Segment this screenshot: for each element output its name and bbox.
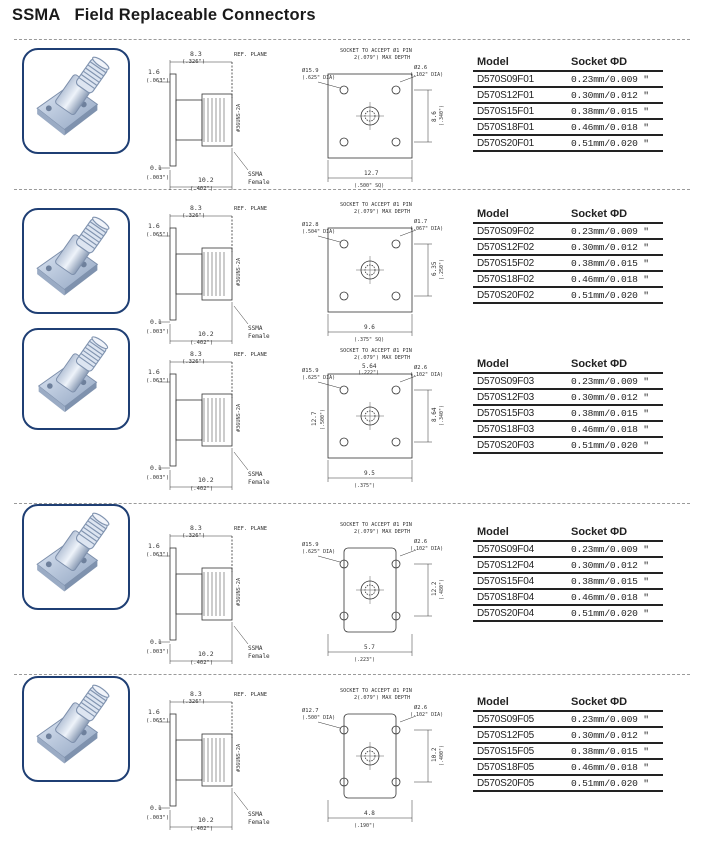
spec-row bbox=[473, 239, 663, 255]
dim-hole-spacing-inch: (.340") bbox=[439, 104, 445, 126]
side-view-drawing bbox=[140, 516, 290, 666]
section-divider bbox=[14, 674, 690, 675]
connector-illustration bbox=[24, 330, 128, 428]
dim-gap-inch: (.003") bbox=[146, 175, 170, 181]
ssma-label: SSMA bbox=[248, 811, 263, 818]
model-number: D570S12F01 bbox=[473, 87, 567, 103]
socket-note-1: SOCKET TO ACCEPT Ø1 PIN bbox=[340, 202, 412, 208]
connector-illustration bbox=[24, 210, 128, 312]
socket-diameter: 0.23mm/0.009 " bbox=[567, 71, 663, 87]
section-divider bbox=[14, 39, 690, 40]
spec-row bbox=[473, 541, 663, 557]
spec-row bbox=[473, 71, 663, 87]
dim-hole-dia-inch: (.102" DIA) bbox=[410, 372, 444, 378]
dim-length: 8.3 bbox=[190, 690, 202, 698]
dim-hole-spacing-inch: (.400") bbox=[439, 744, 445, 766]
dim-hole-spacing-inch: (.250") bbox=[439, 258, 445, 280]
socket-diameter: 0.30mm/0.012 " bbox=[567, 557, 663, 573]
dim-mount-dia-inch: (.625" DIA) bbox=[302, 75, 336, 81]
front-view-drawing bbox=[300, 682, 450, 832]
dim-length-inch: (.326") bbox=[182, 359, 206, 365]
dim-overall: 10.2 bbox=[198, 176, 214, 184]
dim-gap-inch: (.003") bbox=[146, 815, 170, 821]
dim-hole-dia-inch: (.067" DIA) bbox=[410, 226, 444, 232]
dim-hole-dia: Ø2.6 bbox=[414, 365, 428, 371]
dim-hole-dia: Ø2.6 bbox=[414, 705, 428, 711]
model-number: D570S12F05 bbox=[473, 727, 567, 743]
socket-note-2: 2(.079") MAX DEPTH bbox=[354, 209, 411, 215]
spec-row bbox=[473, 573, 663, 589]
socket-note-2: 2(.079") MAX DEPTH bbox=[354, 355, 411, 361]
dim-width: 9.6 bbox=[364, 324, 375, 331]
dim-flange-inch: (.065") bbox=[146, 232, 170, 238]
dim-mount-dia-inch: (.625" DIA) bbox=[302, 549, 336, 555]
ssma-label: SSMA bbox=[248, 471, 263, 478]
dim-hole-dia: Ø2.6 bbox=[414, 65, 428, 71]
socket-diameter: 0.51mm/0.020 " bbox=[567, 437, 663, 453]
spec-row bbox=[473, 103, 663, 119]
spec-row bbox=[473, 711, 663, 727]
dim-height-inch: (.500") bbox=[320, 408, 326, 430]
socket-diameter: 0.23mm/0.009 " bbox=[567, 711, 663, 727]
spec-row bbox=[473, 255, 663, 271]
page-title-text: Field Replaceable Connectors bbox=[74, 6, 316, 24]
dim-flange-inch: (.065") bbox=[146, 718, 170, 724]
spec-row bbox=[473, 271, 663, 287]
dim-flange: 1.6 bbox=[148, 542, 160, 550]
ref-plane-label: REF. PLANE bbox=[234, 692, 268, 698]
model-number: D570S15F05 bbox=[473, 743, 567, 759]
socket-diameter: 0.30mm/0.012 " bbox=[567, 239, 663, 255]
spec-row bbox=[473, 743, 663, 759]
dim-width: 12.7 bbox=[364, 170, 379, 177]
dim-hole-spacing: 12.2 bbox=[431, 581, 438, 596]
dim-gap-inch: (.003") bbox=[146, 475, 170, 481]
socket-diameter: 0.51mm/0.020 " bbox=[567, 605, 663, 621]
dim-overall-inch: (.402") bbox=[190, 826, 214, 832]
socket-note-2: 2(.079") MAX DEPTH bbox=[354, 55, 411, 61]
connector-photo bbox=[22, 208, 130, 314]
front-view-drawing bbox=[300, 42, 450, 192]
col-socket-header: Socket ΦD bbox=[567, 54, 663, 71]
thread-spec: #36UNS-2A bbox=[236, 257, 242, 286]
front-view-drawing bbox=[300, 342, 450, 492]
spec-table-header bbox=[473, 356, 663, 373]
model-number: D570S15F03 bbox=[473, 405, 567, 421]
col-socket-header: Socket ΦD bbox=[567, 356, 663, 373]
dim-hole-spacing: 10.2 bbox=[431, 747, 438, 762]
socket-diameter: 0.38mm/0.015 " bbox=[567, 743, 663, 759]
model-number: D570S12F02 bbox=[473, 239, 567, 255]
model-number: D570S18F03 bbox=[473, 421, 567, 437]
col-socket-header: Socket ΦD bbox=[567, 206, 663, 223]
dim-flange: 1.6 bbox=[148, 708, 160, 716]
model-number: D570S18F01 bbox=[473, 119, 567, 135]
spec-table-header bbox=[473, 54, 663, 71]
spec-row bbox=[473, 223, 663, 239]
spec-row bbox=[473, 437, 663, 453]
socket-diameter: 0.38mm/0.015 " bbox=[567, 573, 663, 589]
model-number: D570S18F02 bbox=[473, 271, 567, 287]
spec-row bbox=[473, 557, 663, 573]
model-number: D570S20F01 bbox=[473, 135, 567, 151]
dim-flange: 1.6 bbox=[148, 68, 160, 76]
dim-width-inch: (.190") bbox=[354, 823, 376, 829]
dim-gap: 0.1 bbox=[150, 464, 162, 472]
dim-width: 5.7 bbox=[364, 644, 375, 651]
model-number: D570S18F05 bbox=[473, 759, 567, 775]
dim-hole-spacing-inch: (.480") bbox=[439, 578, 445, 600]
spec-table-header bbox=[473, 524, 663, 541]
dim-overall: 10.2 bbox=[198, 650, 214, 658]
dim-hole-dia-inch: (.102" DIA) bbox=[410, 712, 444, 718]
dim-hole-dia: Ø1.7 bbox=[414, 219, 428, 225]
dim-mount-dia: Ø15.9 bbox=[302, 68, 319, 74]
dim-hole-spacing-inch: (.340") bbox=[439, 404, 445, 426]
socket-diameter: 0.51mm/0.020 " bbox=[567, 775, 663, 791]
dim-mount-dia-inch: (.625" DIA) bbox=[302, 375, 336, 381]
dim-flange: 1.6 bbox=[148, 222, 160, 230]
dim-hole-spacing: 8.64 bbox=[431, 407, 438, 422]
socket-diameter: 0.23mm/0.009 " bbox=[567, 541, 663, 557]
ref-plane-label: REF. PLANE bbox=[234, 352, 268, 358]
socket-diameter: 0.46mm/0.018 " bbox=[567, 759, 663, 775]
front-view-drawing bbox=[300, 196, 450, 346]
dim-overall-inch: (.402") bbox=[190, 486, 214, 492]
dim-mount-dia: Ø15.9 bbox=[302, 542, 319, 548]
dim-extra: 5.64 bbox=[362, 363, 377, 370]
dim-overall: 10.2 bbox=[198, 476, 214, 484]
model-number: D570S18F04 bbox=[473, 589, 567, 605]
col-socket-header: Socket ΦD bbox=[567, 524, 663, 541]
dim-hole-dia-inch: (.102" DIA) bbox=[410, 546, 444, 552]
model-number: D570S09F05 bbox=[473, 711, 567, 727]
model-number: D570S09F02 bbox=[473, 223, 567, 239]
spec-table bbox=[473, 694, 663, 792]
ref-plane-label: REF. PLANE bbox=[234, 526, 268, 532]
dim-mount-dia-inch: (.504" DIA) bbox=[302, 229, 336, 235]
model-number: D570S09F03 bbox=[473, 373, 567, 389]
col-model-header: Model bbox=[473, 356, 567, 373]
ssma-label: SSMA bbox=[248, 325, 263, 332]
dim-flange-inch: (.063") bbox=[146, 552, 170, 558]
connector-photo bbox=[22, 504, 130, 610]
dim-length-inch: (.326") bbox=[182, 533, 206, 539]
side-view-drawing bbox=[140, 682, 290, 832]
dim-length: 8.3 bbox=[190, 204, 202, 212]
col-model-header: Model bbox=[473, 54, 567, 71]
dim-width-inch: (.500" SQ) bbox=[354, 183, 385, 189]
female-label: Female bbox=[248, 819, 270, 826]
model-number: D570S12F03 bbox=[473, 389, 567, 405]
spec-row bbox=[473, 421, 663, 437]
socket-note-1: SOCKET TO ACCEPT Ø1 PIN bbox=[340, 48, 412, 54]
socket-note-2: 2(.079") MAX DEPTH bbox=[354, 695, 411, 701]
socket-diameter: 0.30mm/0.012 " bbox=[567, 727, 663, 743]
dim-width-inch: (.375") bbox=[354, 483, 376, 489]
dim-mount-dia: Ø15.9 bbox=[302, 368, 319, 374]
dim-hole-spacing: 8.6 bbox=[431, 111, 438, 122]
socket-note-1: SOCKET TO ACCEPT Ø1 PIN bbox=[340, 688, 412, 694]
dim-height: 12.7 bbox=[311, 411, 318, 426]
dim-hole-dia-inch: (.102" DIA) bbox=[410, 72, 444, 78]
socket-diameter: 0.46mm/0.018 " bbox=[567, 589, 663, 605]
spec-table bbox=[473, 206, 663, 304]
spec-row bbox=[473, 759, 663, 775]
connector-photo bbox=[22, 676, 130, 782]
page-title bbox=[12, 6, 316, 25]
socket-diameter: 0.38mm/0.015 " bbox=[567, 103, 663, 119]
spec-table bbox=[473, 524, 663, 622]
spec-row bbox=[473, 287, 663, 303]
spec-row bbox=[473, 135, 663, 151]
model-number: D570S15F02 bbox=[473, 255, 567, 271]
dim-gap: 0.1 bbox=[150, 804, 162, 812]
dim-mount-dia: Ø12.7 bbox=[302, 708, 319, 714]
socket-note-2: 2(.079") MAX DEPTH bbox=[354, 529, 411, 535]
dim-width-inch: (.375" SQ) bbox=[354, 337, 385, 343]
col-model-header: Model bbox=[473, 206, 567, 223]
spec-row bbox=[473, 373, 663, 389]
spec-table-header bbox=[473, 206, 663, 223]
spec-table bbox=[473, 356, 663, 454]
model-number: D570S12F04 bbox=[473, 557, 567, 573]
model-number: D570S15F01 bbox=[473, 103, 567, 119]
front-view-drawing bbox=[300, 516, 450, 666]
socket-note-1: SOCKET TO ACCEPT Ø1 PIN bbox=[340, 522, 412, 528]
dim-length: 8.3 bbox=[190, 350, 202, 358]
spec-row bbox=[473, 605, 663, 621]
spec-row bbox=[473, 727, 663, 743]
dim-overall-inch: (.402") bbox=[190, 186, 214, 192]
socket-note-1: SOCKET TO ACCEPT Ø1 PIN bbox=[340, 348, 412, 354]
model-number: D570S09F01 bbox=[473, 71, 567, 87]
spec-row bbox=[473, 405, 663, 421]
dim-length-inch: (.326") bbox=[182, 59, 206, 65]
thread-spec: #36UNS-2A bbox=[236, 577, 242, 606]
side-view-drawing bbox=[140, 196, 290, 346]
socket-diameter: 0.51mm/0.020 " bbox=[567, 135, 663, 151]
dim-flange-inch: (.063") bbox=[146, 78, 170, 84]
col-socket-header: Socket ΦD bbox=[567, 694, 663, 711]
socket-diameter: 0.23mm/0.009 " bbox=[567, 223, 663, 239]
socket-diameter: 0.30mm/0.012 " bbox=[567, 87, 663, 103]
ref-plane-label: REF. PLANE bbox=[234, 206, 268, 212]
ssma-label: SSMA bbox=[248, 645, 263, 652]
spec-row bbox=[473, 775, 663, 791]
spec-table bbox=[473, 54, 663, 152]
ref-plane-label: REF. PLANE bbox=[234, 52, 268, 58]
socket-diameter: 0.46mm/0.018 " bbox=[567, 271, 663, 287]
dim-width-inch: (.223") bbox=[354, 657, 376, 663]
dim-gap-inch: (.003") bbox=[146, 649, 170, 655]
model-number: D570S20F03 bbox=[473, 437, 567, 453]
socket-diameter: 0.38mm/0.015 " bbox=[567, 405, 663, 421]
dim-gap-inch: (.003") bbox=[146, 329, 170, 335]
spec-row bbox=[473, 119, 663, 135]
socket-diameter: 0.51mm/0.020 " bbox=[567, 287, 663, 303]
dim-gap: 0.1 bbox=[150, 638, 162, 646]
dim-overall: 10.2 bbox=[198, 816, 214, 824]
female-label: Female bbox=[248, 179, 270, 186]
dim-width: 9.5 bbox=[364, 470, 375, 477]
thread-spec: #36UNS-2A bbox=[236, 403, 242, 432]
dim-gap: 0.1 bbox=[150, 318, 162, 326]
socket-diameter: 0.23mm/0.009 " bbox=[567, 373, 663, 389]
socket-diameter: 0.46mm/0.018 " bbox=[567, 119, 663, 135]
dim-overall-inch: (.402") bbox=[190, 340, 214, 346]
ssma-label: SSMA bbox=[248, 171, 263, 178]
connector-illustration bbox=[24, 50, 128, 152]
socket-diameter: 0.38mm/0.015 " bbox=[567, 255, 663, 271]
connector-photo bbox=[22, 328, 130, 430]
dim-width: 4.8 bbox=[364, 810, 375, 817]
side-view-drawing bbox=[140, 342, 290, 492]
dim-mount-dia-inch: (.500" DIA) bbox=[302, 715, 336, 721]
dim-flange-inch: (.063") bbox=[146, 378, 170, 384]
female-label: Female bbox=[248, 479, 270, 486]
model-number: D570S15F04 bbox=[473, 573, 567, 589]
dim-hole-spacing: 6.35 bbox=[431, 261, 438, 276]
dim-overall-inch: (.402") bbox=[190, 660, 214, 666]
dim-extra-inch: (.222") bbox=[358, 370, 380, 376]
connector-illustration bbox=[24, 506, 128, 608]
col-model-header: Model bbox=[473, 694, 567, 711]
socket-diameter: 0.46mm/0.018 " bbox=[567, 421, 663, 437]
dim-length: 8.3 bbox=[190, 50, 202, 58]
model-number: D570S09F04 bbox=[473, 541, 567, 557]
dim-length-inch: (.326") bbox=[182, 213, 206, 219]
connector-photo bbox=[22, 48, 130, 154]
female-label: Female bbox=[248, 653, 270, 660]
side-view-drawing bbox=[140, 42, 290, 192]
dim-gap: 0.1 bbox=[150, 164, 162, 172]
thread-spec: #36UNS-2A bbox=[236, 743, 242, 772]
connector-illustration bbox=[24, 678, 128, 780]
female-label: Female bbox=[248, 333, 270, 340]
dim-length: 8.3 bbox=[190, 524, 202, 532]
model-number: D570S20F02 bbox=[473, 287, 567, 303]
thread-spec: #36UNS-2A bbox=[236, 103, 242, 132]
dim-mount-dia: Ø12.8 bbox=[302, 222, 319, 228]
spec-row bbox=[473, 389, 663, 405]
spec-table-header bbox=[473, 694, 663, 711]
dim-flange: 1.6 bbox=[148, 368, 160, 376]
spec-row bbox=[473, 589, 663, 605]
dim-length-inch: (.326") bbox=[182, 699, 206, 705]
col-model-header: Model bbox=[473, 524, 567, 541]
dim-hole-dia: Ø2.6 bbox=[414, 539, 428, 545]
model-number: D570S20F04 bbox=[473, 605, 567, 621]
page-title-series: SSMA bbox=[12, 6, 61, 24]
spec-row bbox=[473, 87, 663, 103]
socket-diameter: 0.30mm/0.012 " bbox=[567, 389, 663, 405]
model-number: D570S20F05 bbox=[473, 775, 567, 791]
dim-overall: 10.2 bbox=[198, 330, 214, 338]
